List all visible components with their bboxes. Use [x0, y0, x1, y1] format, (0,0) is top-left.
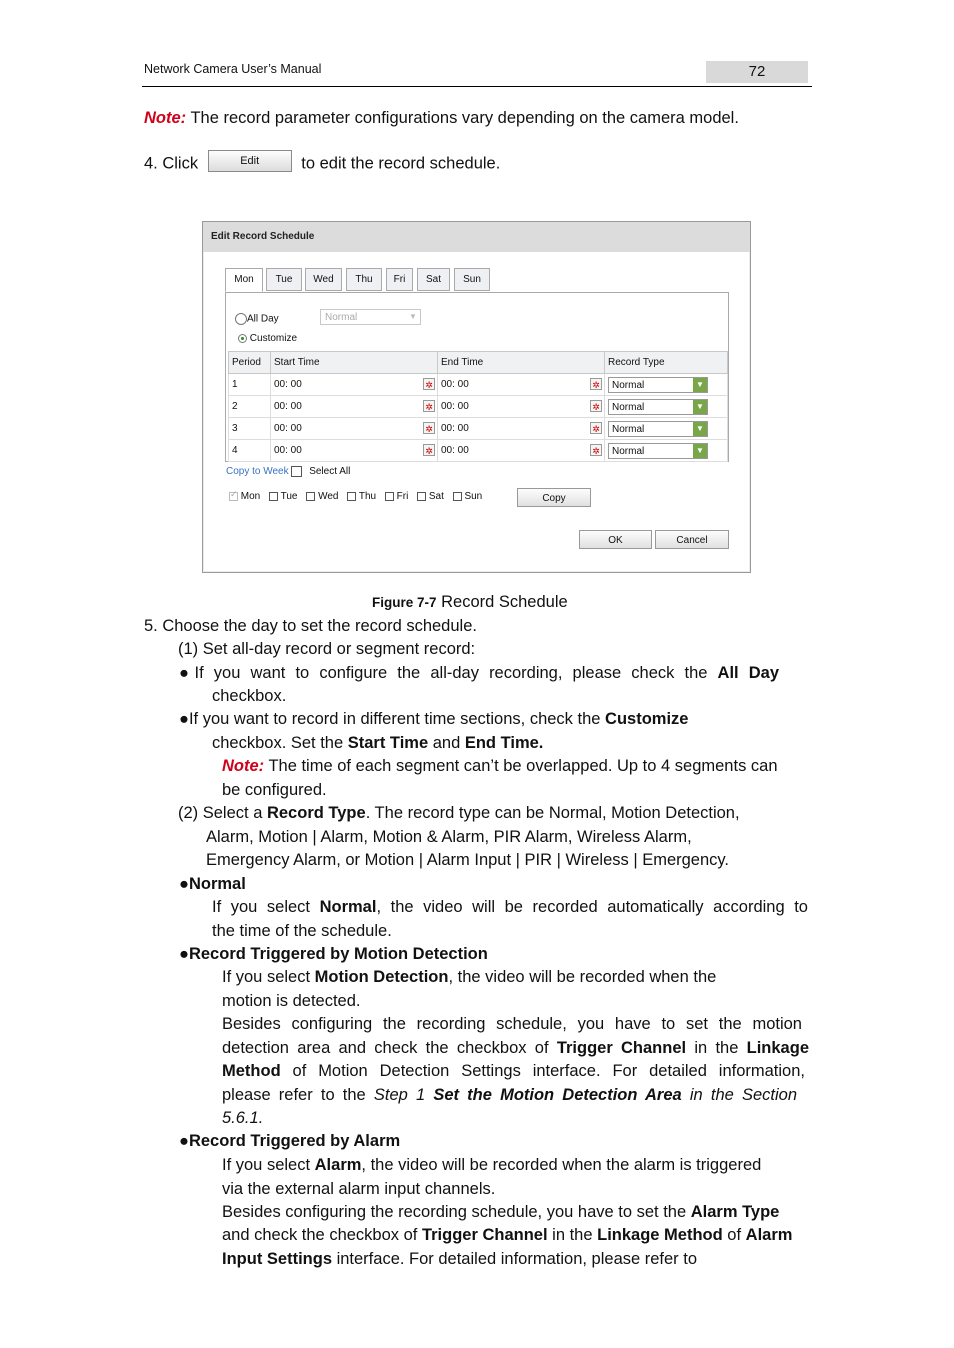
day-label-sat: Sat — [428, 491, 444, 502]
table-row — [229, 440, 728, 462]
note-2-label: Note: — [222, 757, 265, 775]
record-type-cell — [605, 440, 728, 462]
ok-button[interactable]: OK — [579, 530, 652, 549]
day-checkbox-wed[interactable] — [306, 492, 315, 501]
alarm-text-line4 — [222, 1226, 792, 1246]
chevron-down-icon: ▼ — [693, 422, 707, 436]
text-span: in the — [686, 1039, 747, 1057]
bullet-all-day-bold: All Day — [717, 664, 780, 682]
clock-icon[interactable]: ✲ — [423, 422, 435, 434]
substep-2 — [178, 804, 740, 824]
text-bold: Method — [222, 1062, 281, 1080]
schedule-table — [228, 351, 728, 462]
start-time-value: 00: 00 — [274, 401, 302, 412]
day-checkbox-tue[interactable] — [269, 492, 278, 501]
end-time-value: 00: 00 — [441, 401, 469, 412]
end-time-value: 00: 00 — [441, 379, 469, 390]
tab-tue[interactable]: Tue — [266, 268, 302, 291]
header-title: Network Camera User’s Manual — [144, 62, 322, 76]
tab-mon[interactable]: Mon — [225, 268, 263, 292]
copy-days-row — [229, 491, 482, 503]
motion-text-line5 — [222, 1062, 805, 1082]
alarm-text-line5 — [222, 1250, 697, 1270]
end-time-cell[interactable] — [438, 418, 605, 440]
record-type-select[interactable] — [608, 421, 708, 437]
chevron-down-icon: ▼ — [693, 444, 707, 458]
text-bold: Trigger Channel — [556, 1039, 687, 1057]
record-type-cell — [605, 374, 728, 396]
start-time-cell[interactable] — [271, 418, 438, 440]
text-bold: Alarm — [745, 1226, 793, 1244]
chevron-down-icon: ▼ — [409, 312, 417, 321]
text-span: interface. For detailed information, please refer to — [332, 1250, 698, 1268]
period-cell: 3 — [229, 418, 271, 440]
normal-text-line2: the time of the schedule. — [212, 922, 392, 940]
day-checkbox-thu[interactable] — [347, 492, 356, 501]
customize-radio[interactable] — [238, 334, 247, 343]
text-span: please refer to the — [222, 1086, 374, 1104]
table-row — [229, 374, 728, 396]
text-span: Besides configuring the recording schedule, you have to set the — [222, 1203, 691, 1221]
start-time-value: 00: 00 — [274, 445, 302, 456]
day-label-sun: Sun — [464, 491, 483, 502]
record-type-cell — [605, 396, 728, 418]
select-all-label: Select All — [309, 466, 351, 478]
step-4-post: to edit the record schedule. — [296, 154, 501, 173]
step-4-pre: 4. Click — [144, 154, 203, 173]
col-end-time: End Time — [438, 352, 605, 374]
alarm-text — [222, 1156, 761, 1176]
motion-text-line2: motion is detected. — [222, 992, 361, 1010]
text-bold-italic: Set the Motion Detection Area — [433, 1086, 682, 1104]
start-time-cell[interactable] — [271, 374, 438, 396]
figure-caption — [372, 593, 568, 613]
table-row — [229, 418, 728, 440]
clock-icon[interactable]: ✲ — [590, 378, 602, 390]
figure-title: Record Schedule — [436, 593, 568, 611]
day-label-wed: Wed — [318, 491, 339, 502]
text-bold: Normal — [319, 898, 377, 916]
figure-label: Figure 7-7 — [372, 595, 437, 610]
header-rule — [142, 86, 812, 87]
record-type-select[interactable] — [608, 377, 708, 393]
all-day-type-select — [320, 309, 421, 325]
copy-button[interactable]: Copy — [517, 488, 591, 507]
dialog-title: Edit Record Schedule — [203, 222, 750, 252]
text-bold: Record Type — [266, 804, 366, 822]
text-italic: Step 1 — [373, 1086, 434, 1104]
day-checkbox-sat[interactable] — [417, 492, 426, 501]
copy-to-week-link[interactable]: Copy to Week — [226, 466, 289, 478]
text-span: If you select — [222, 968, 315, 986]
motion-text-line6 — [222, 1086, 797, 1106]
end-time-cell[interactable] — [438, 440, 605, 462]
clock-icon[interactable]: ✲ — [590, 444, 602, 456]
col-start-time: Start Time — [271, 352, 438, 374]
end-time-value: 00: 00 — [441, 423, 469, 434]
day-label-mon: Mon — [240, 491, 261, 502]
customize-label: Customize — [249, 333, 298, 344]
col-period: Period — [229, 352, 271, 374]
text-bold: End Time. — [464, 734, 544, 752]
start-time-value: 00: 00 — [274, 379, 302, 390]
day-checkbox-fri[interactable] — [385, 492, 394, 501]
text-span: and — [428, 734, 465, 752]
alarm-heading: ●Record Triggered by Alarm — [179, 1132, 401, 1150]
clock-icon[interactable]: ✲ — [590, 400, 602, 412]
chevron-down-icon: ▼ — [693, 378, 707, 392]
text-span: If you select — [212, 898, 320, 916]
tab-thu[interactable]: Thu — [346, 268, 382, 291]
tab-wed[interactable]: Wed — [305, 268, 342, 291]
record-type-value: Normal — [612, 379, 645, 391]
day-label-thu: Thu — [358, 491, 377, 502]
select-all-checkbox[interactable] — [291, 466, 302, 477]
day-label-fri: Fri — [396, 491, 409, 502]
step-5: 5. Choose the day to set the record schedule. — [144, 617, 477, 635]
alarm-text-line3 — [222, 1203, 779, 1223]
all-day-type-value: Normal — [325, 312, 358, 323]
text-bold: Linkage Method — [597, 1226, 723, 1244]
bullet-customize-text: ●If you want to record in different time sections, check the — [179, 710, 606, 728]
motion-text-line4 — [222, 1039, 809, 1059]
note-paragraph — [144, 109, 739, 129]
period-cell: 1 — [229, 374, 271, 396]
end-time-cell[interactable] — [438, 374, 605, 396]
bullet-all-day-text: ●If you want to configure the all-day recording, please check the — [179, 664, 718, 682]
day-label-tue: Tue — [280, 491, 298, 502]
clock-icon[interactable]: ✲ — [423, 400, 435, 412]
text-bold: Linkage — [746, 1039, 809, 1057]
all-day-option[interactable] — [235, 313, 279, 326]
all-day-label: All Day — [247, 313, 279, 325]
customize-option[interactable] — [238, 333, 297, 345]
clock-icon[interactable]: ✲ — [423, 378, 435, 390]
end-time-value: 00: 00 — [441, 445, 469, 456]
bullet-all-day-line2: checkbox. — [212, 687, 287, 705]
substep-2-line2: Alarm, Motion | Alarm, Motion & Alarm, PIR Alarm, Wireless Alarm, — [206, 828, 692, 846]
text-span: of — [722, 1226, 746, 1244]
motion-text — [222, 968, 716, 988]
text-bold: Alarm — [314, 1156, 362, 1174]
tab-sat[interactable]: Sat — [417, 268, 450, 291]
note-text: The record parameter configurations vary depending on the camera model. — [186, 109, 739, 127]
motion-text-line7: 5.6.1. — [222, 1109, 264, 1127]
text-bold: Input Settings — [222, 1250, 332, 1268]
text-bold: Start Time — [347, 734, 429, 752]
text-span: checkbox. Set the — [212, 734, 348, 752]
day-checkbox-sun[interactable] — [453, 492, 462, 501]
table-row — [229, 396, 728, 418]
note-2 — [222, 757, 778, 777]
text-span: of Motion Detection Settings interface. For detailed information, — [280, 1062, 805, 1080]
period-cell: 2 — [229, 396, 271, 418]
note-2-text: The time of each segment can’t be overlapped. Up to 4 segments can — [264, 757, 778, 775]
bullet-customize-bold: Customize — [605, 710, 689, 728]
record-type-value: Normal — [612, 445, 645, 457]
note-2-line2: be configured. — [222, 781, 327, 799]
text-span: in the — [547, 1226, 598, 1244]
tab-sun[interactable]: Sun — [454, 268, 490, 291]
start-time-cell[interactable] — [271, 396, 438, 418]
tab-fri[interactable]: Fri — [386, 268, 413, 291]
text-span: , the video will be recorded when the — [448, 968, 717, 986]
normal-text — [212, 898, 808, 918]
all-day-radio[interactable] — [235, 313, 247, 325]
page-number: 72 — [706, 61, 808, 83]
text-bold: Trigger Channel — [421, 1226, 548, 1244]
text-bold: Alarm Type — [690, 1203, 780, 1221]
col-record-type: Record Type — [605, 352, 728, 374]
motion-heading: ●Record Triggered by Motion Detection — [179, 945, 488, 963]
text-span: , the video will be recorded automatically according to — [376, 898, 808, 916]
day-checkbox-mon[interactable] — [229, 492, 238, 501]
alarm-text-line2: via the external alarm input channels. — [222, 1180, 496, 1198]
bullet-customize-line2 — [212, 734, 543, 754]
text-span: If you select — [222, 1156, 315, 1174]
substep-1: (1) Set all-day record or segment record: — [178, 640, 476, 658]
copy-to-week-row — [226, 466, 350, 478]
text-span: , the video will be recorded when the alarm is triggered — [361, 1156, 762, 1174]
record-type-value: Normal — [612, 401, 645, 413]
text-span: detection area and check the checkbox of — [222, 1039, 557, 1057]
text-span: and check the checkbox of — [222, 1226, 422, 1244]
period-cell: 4 — [229, 440, 271, 462]
clock-icon[interactable]: ✲ — [423, 444, 435, 456]
record-type-select[interactable] — [608, 399, 708, 415]
text-bold: Motion Detection — [314, 968, 449, 986]
record-type-value: Normal — [612, 423, 645, 435]
step-4 — [144, 153, 500, 175]
end-time-cell[interactable] — [438, 396, 605, 418]
cancel-button[interactable]: Cancel — [655, 530, 729, 549]
bullet-customize — [179, 710, 688, 730]
record-type-cell — [605, 418, 728, 440]
text-italic: in the Section — [681, 1086, 797, 1104]
text-span: (2) Select a — [178, 804, 267, 822]
note-label: Note: — [144, 109, 187, 127]
bullet-all-day — [179, 664, 779, 684]
clock-icon[interactable]: ✲ — [590, 422, 602, 434]
start-time-value: 00: 00 — [274, 423, 302, 434]
start-time-cell[interactable] — [271, 440, 438, 462]
table-header — [229, 352, 728, 374]
chevron-down-icon: ▼ — [693, 400, 707, 414]
edit-button-image: Edit — [208, 150, 292, 172]
record-type-select[interactable] — [608, 443, 708, 459]
motion-text-line3: Besides configuring the recording schedule, you have to set the motion — [222, 1015, 802, 1033]
text-span: . The record type can be Normal, Motion Detection, — [365, 804, 740, 822]
substep-2-line3: Emergency Alarm, or Motion | Alarm Input | PIR | Wireless | Emergency. — [206, 851, 730, 869]
normal-heading: ●Normal — [179, 875, 246, 893]
